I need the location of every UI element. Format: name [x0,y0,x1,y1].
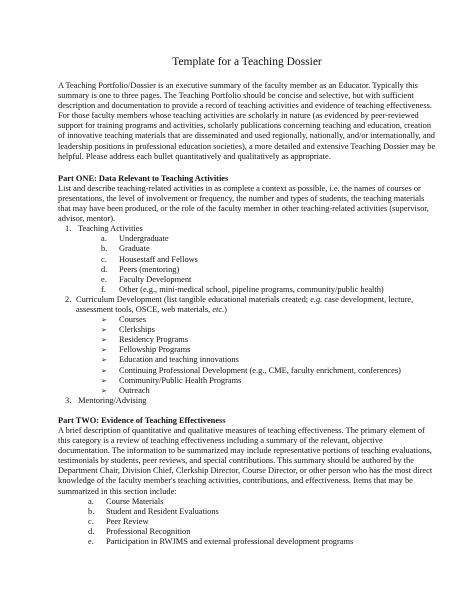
item-label-etc: etc. [212,304,225,314]
list-item [101,275,436,285]
list-item [88,507,436,517]
item-text: Peer Review [106,516,149,526]
item-label-mid: case development, lecture, assessment tools, OSCE, web materials, [76,294,414,314]
item-number: 1. [65,224,72,234]
item-text: Clerkships [119,325,155,335]
item-label-post: ) [224,304,227,314]
list-item-curriculum-development [65,294,436,396]
list-item [101,376,436,386]
item-letter: b. [101,244,108,254]
item-text: Undergraduate [119,234,169,244]
item-letter: b. [88,506,95,516]
item-text: Course Materials [106,496,164,506]
arrow-bullet-icon: ➢ [101,346,107,355]
item-letter: c. [101,254,107,264]
item-text: Outreach [119,385,150,395]
arrow-bullet-icon: ➢ [101,376,107,385]
part-two-heading: Part TWO: Evidence of Teaching Effectiveness [58,415,226,425]
arrow-bullet-icon: ➢ [101,336,107,345]
teaching-activities-sublist [76,234,436,295]
item-text: Housestaff and Fellows [119,254,198,264]
list-item [101,234,436,244]
arrow-bullet-icon: ➢ [101,366,107,375]
arrow-bullet-icon: ➢ [101,386,107,395]
item-label-pre: Curriculum Development (list tangible educational materials created; [76,294,311,304]
item-text: Residency Programs [119,335,189,345]
item-text: Other (e.g., mini-medical school, pipeline programs, community/public health) [119,284,384,294]
list-item [101,315,436,325]
list-item-teaching-activities [65,224,436,295]
part-one-list [58,224,436,406]
item-number: 2. [65,294,72,304]
list-item [101,255,436,265]
item-label: Teaching Activities [77,224,143,234]
list-item [88,537,436,547]
list-item [101,285,436,295]
item-letter: a. [88,496,94,506]
list-item [88,527,436,537]
part-two-description: A brief description of quantitative and qualitative measures of teaching effectiveness. The primary element of this category is a review of teaching effectiveness including a summary of the relevant, objective documentation. The information to be summarized may include representative portions of teaching evaluations, testimonials by students, peer reviews, and special contributions. This summary should be authored by the Department Chair, Division Chief, Clerkship Director, Course Director, or other person who has the most direct knowledge of the faculty member's teaching activities, contributions, and effectiveness. Items that may be summarized in this section include: [58,426,433,496]
intro-paragraph: A Teaching Portfolio/Dossier is an executive summary of the faculty member as an Educator. Typically this summary is one to three pages. The Teaching Portfolio should be concise and selective, but with sufficient description and documentation to provide a record of teaching activities and evidence of teaching effectiveness. For those faculty members whose teaching activities are scholarly in nature (as evidenced by peer-reviewed support for training programs and activities, scholarly publications concerning teaching and education, creation of innovative teaching materials that are disseminated and used regionally, nationally, and/or internationally, and leadership positions in professional education societies), a more detailed and extensive Teaching Dossier may be helpful. Please address each bullet quantitatively and qualitatively as appropriate. [58,81,436,161]
item-letter: a. [101,234,107,244]
item-text: Graduate [119,244,150,254]
arrow-bullet-icon: ➢ [101,326,107,335]
item-text: Courses [119,315,146,325]
curriculum-bullet-list [76,315,436,396]
part-one-description: List and describe teaching-related activities in as complete a context as possible, i.e. the names of courses or presentations, the level of involvement or frequency, the number and types of students, the teaching materials that may have been produced, or the role of the faculty member in other teaching-related activities (supervisor, advisor, mentor). [58,183,429,224]
item-number: 3. [65,395,72,405]
list-item [101,335,436,345]
item-letter: e. [88,537,94,547]
item-text: Student and Resident Evaluations [106,506,219,516]
item-text: Community/Public Health Programs [119,375,242,385]
item-label-eg: e.g. [310,294,323,304]
list-item-mentoring [65,395,436,406]
item-text: Fellowship Programs [119,345,191,355]
list-item [101,325,436,335]
part-one-heading: Part ONE: Data Relevant to Teaching Activities [58,173,229,183]
list-item [101,366,436,376]
document-title: Template for a Teaching Dossier [172,56,322,68]
item-letter: c. [88,516,94,526]
list-item [88,517,436,527]
list-item [88,497,436,507]
item-text: Faculty Development [119,274,192,284]
item-letter: f. [101,284,106,294]
arrow-bullet-icon: ➢ [101,316,107,325]
item-letter: d. [101,264,108,274]
list-item [101,355,436,365]
list-item [101,345,436,355]
item-letter: e. [101,274,107,284]
item-label: Mentoring/Advising [78,395,147,405]
item-text: Peers (mentoring) [119,264,180,274]
part-two-section [58,416,436,547]
item-text: Education and teaching innovations [119,355,239,365]
list-item [101,244,436,254]
list-item [101,265,436,275]
part-one-section [58,174,436,406]
arrow-bullet-icon: ➢ [101,356,107,365]
list-item [101,386,436,396]
part-two-list [58,497,436,547]
item-letter: d. [88,526,95,536]
item-text: Continuing Professional Development (e.g., CME, faculty enrichment, conferences) [119,365,401,375]
item-text: Participation in RWJMS and external professional development programs [106,537,354,547]
item-text: Professional Recognition [106,526,191,536]
